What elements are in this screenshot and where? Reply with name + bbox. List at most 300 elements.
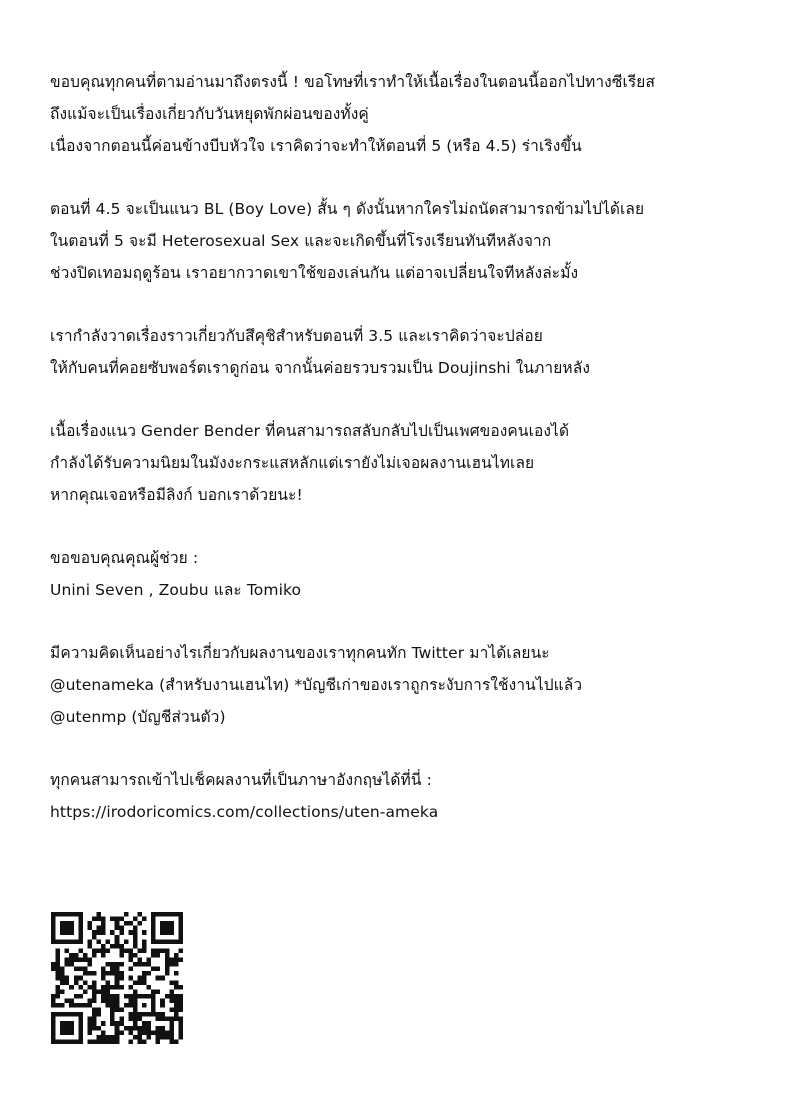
qr-module — [169, 1021, 174, 1026]
qr-module — [56, 1003, 61, 1008]
qr-module — [78, 939, 83, 944]
qr-module — [115, 1003, 120, 1008]
qr-module — [115, 926, 120, 931]
qr-module — [156, 939, 161, 944]
qr-module — [65, 948, 70, 953]
qr-module — [160, 1035, 165, 1040]
qr-module — [51, 1012, 56, 1017]
qr-module — [101, 994, 106, 999]
qr-module — [69, 1021, 74, 1026]
qr-module — [151, 989, 156, 994]
qr-module — [128, 1003, 133, 1008]
qr-module — [151, 930, 156, 935]
text-line: ตอนที่ 4.5 จะเป็นแนว BL (Boy Love) สั้น ๆ ดังนั้นหากใครไม่ถนัดสามารถข้ามไปได้เลย — [50, 200, 645, 218]
qr-module — [78, 948, 83, 953]
qr-module — [92, 1026, 97, 1031]
qr-module — [110, 1017, 115, 1022]
qr-module — [124, 948, 129, 953]
qr-module — [101, 976, 106, 981]
qr-module — [78, 1003, 83, 1008]
qr-module — [92, 1012, 97, 1017]
qr-module — [65, 930, 70, 935]
qr-module — [56, 994, 61, 999]
qr-module — [56, 971, 61, 976]
qr-module — [69, 1030, 74, 1035]
qr-module — [60, 1039, 65, 1044]
qr-module — [69, 962, 74, 967]
qr-module — [147, 994, 152, 999]
qr-module — [56, 985, 61, 990]
qr-module — [78, 967, 83, 972]
qr-module — [133, 998, 138, 1003]
qr-module — [51, 912, 56, 917]
qr-module — [56, 989, 61, 994]
qr-module — [128, 967, 133, 972]
qr-module — [165, 962, 170, 967]
qr-module — [124, 939, 129, 944]
qr-module — [128, 1012, 133, 1017]
text-line: ในตอนที่ 5 จะมี Heterosexual Sex และจะเกิดขึ้นที่โรงเรียนทันทีหลังจาก — [50, 232, 552, 250]
qr-module — [137, 1035, 142, 1040]
qr-module — [51, 1039, 56, 1044]
qr-module — [106, 1039, 111, 1044]
qr-module — [156, 1030, 161, 1035]
qr-module — [101, 967, 106, 972]
qr-module — [78, 1039, 83, 1044]
qr-module — [156, 976, 161, 981]
qr-module — [169, 998, 174, 1003]
text-line: ทุกคนสามารถเข้าไปเช็คผลงานที่เป็นภาษาอังกฤษได้ที่นี่ : — [50, 771, 432, 789]
qr-module — [119, 1017, 124, 1022]
qr-module — [51, 998, 56, 1003]
text-line: ให้กับคนที่คอยซับพอร์ตเราดูก่อน จากนั้นค่อยรวบรวมเป็น Doujinshi ในภายหลัง — [50, 359, 590, 377]
qr-module — [174, 953, 179, 958]
qr-module — [115, 1035, 120, 1040]
qr-module — [165, 921, 170, 926]
qr-module — [142, 1030, 147, 1035]
qr-module — [69, 998, 74, 1003]
qr-module — [101, 930, 106, 935]
qr-module — [51, 917, 56, 922]
qr-module — [87, 921, 92, 926]
text-line: หากคุณเจอหรือมีลิงก์ บอกเราด้วยนะ! — [50, 486, 303, 504]
qr-module — [92, 989, 97, 994]
qr-module — [101, 921, 106, 926]
qr-module — [142, 1021, 147, 1026]
qr-module — [115, 935, 120, 940]
qr-module — [169, 980, 174, 985]
qr-module — [51, 926, 56, 931]
qr-module — [69, 1039, 74, 1044]
qr-module — [147, 1030, 152, 1035]
qr-module — [87, 1021, 92, 1026]
qr-module — [178, 912, 183, 917]
qr-module — [137, 1017, 142, 1022]
paragraph-side-story — [50, 320, 770, 384]
qr-module — [142, 962, 147, 967]
qr-module — [101, 1035, 106, 1040]
qr-module — [110, 1039, 115, 1044]
qr-module — [147, 962, 152, 967]
qr-module — [60, 1003, 65, 1008]
qr-module — [56, 967, 61, 972]
qr-module — [160, 1017, 165, 1022]
qr-module — [51, 1017, 56, 1022]
qr-module — [56, 1039, 61, 1044]
qr-module — [101, 1039, 106, 1044]
qr-module — [101, 985, 106, 990]
qr-module — [65, 958, 70, 963]
qr-module — [78, 917, 83, 922]
qr-module — [133, 953, 138, 958]
qr-module — [87, 985, 92, 990]
qr-module — [169, 1026, 174, 1031]
qr-module — [110, 1035, 115, 1040]
qr-module — [160, 1003, 165, 1008]
qr-module — [115, 917, 120, 922]
qr-module — [156, 1039, 161, 1044]
qr-module — [178, 1008, 183, 1013]
qr-module — [87, 926, 92, 931]
qr-module — [92, 930, 97, 935]
paragraph-assistants — [50, 542, 770, 606]
qr-module — [97, 1039, 102, 1044]
text-line: กำลังได้รับความนิยมในมังงะกระแสหลักแต่เรายังไม่เจอผลงานเฮนไทเลย — [50, 454, 535, 472]
qr-module — [169, 930, 174, 935]
qr-module — [151, 948, 156, 953]
qr-module — [56, 953, 61, 958]
qr-module — [69, 985, 74, 990]
qr-module — [178, 1021, 183, 1026]
qr-module — [124, 994, 129, 999]
paragraph-twitter — [50, 637, 770, 733]
qr-module — [97, 989, 102, 994]
qr-module — [174, 994, 179, 999]
qr-module — [174, 1017, 179, 1022]
qr-module — [133, 935, 138, 940]
qr-module — [51, 1026, 56, 1031]
qr-module — [151, 967, 156, 972]
qr-module — [174, 1039, 179, 1044]
qr-module — [83, 980, 88, 985]
qr-module — [51, 921, 56, 926]
qr-module — [60, 1012, 65, 1017]
qr-module — [137, 976, 142, 981]
qr-module — [74, 958, 79, 963]
qr-module — [106, 971, 111, 976]
qr-module — [128, 976, 133, 981]
qr-module — [119, 976, 124, 981]
qr-module — [110, 917, 115, 922]
qr-module — [160, 926, 165, 931]
qr-module — [78, 930, 83, 935]
qr-module — [133, 1003, 138, 1008]
qr-module — [178, 1035, 183, 1040]
qr-module — [65, 1012, 70, 1017]
qr-module — [92, 985, 97, 990]
qr-module — [133, 989, 138, 994]
qr-module — [174, 998, 179, 1003]
qr-module — [83, 958, 88, 963]
text-line: เรากำลังวาดเรื่องราวเกี่ยวกับสึคุชิสำหรับตอนที่ 3.5 และเราคิดว่าจะปล่อย — [50, 327, 543, 345]
qr-module — [151, 917, 156, 922]
qr-module — [128, 921, 133, 926]
qr-module — [51, 935, 56, 940]
qr-module — [69, 926, 74, 931]
qr-module — [60, 926, 65, 931]
qr-module — [169, 958, 174, 963]
qr-module — [83, 1003, 88, 1008]
qr-module — [69, 1026, 74, 1031]
qr-module — [110, 1021, 115, 1026]
qr-module — [137, 1030, 142, 1035]
qr-module — [133, 1008, 138, 1013]
qr-module — [56, 976, 61, 981]
qr-module — [174, 912, 179, 917]
qr-module — [128, 1039, 133, 1044]
qr-module — [169, 989, 174, 994]
qr-module — [133, 1012, 138, 1017]
qr-module — [178, 926, 183, 931]
qr-module — [106, 1003, 111, 1008]
qr-module — [178, 1003, 183, 1008]
qr-module — [115, 939, 120, 944]
qr-module — [74, 1039, 79, 1044]
qr-module — [142, 1026, 147, 1031]
qr-module — [169, 912, 174, 917]
qr-module — [142, 976, 147, 981]
qr-module — [110, 930, 115, 935]
qr-module — [92, 1008, 97, 1013]
text-line: ถึงแม้จะเป็นเรื่องเกี่ยวกับวันหยุดพักผ่อนของทั้งคู่ — [50, 105, 369, 123]
qr-module — [151, 939, 156, 944]
qr-module — [56, 948, 61, 953]
qr-module — [165, 930, 170, 935]
qr-module — [137, 1039, 142, 1044]
qr-module — [110, 971, 115, 976]
qr-module — [87, 962, 92, 967]
qr-module — [101, 953, 106, 958]
qr-module — [115, 976, 120, 981]
qr-module — [160, 921, 165, 926]
qr-module — [178, 998, 183, 1003]
qr-module — [137, 980, 142, 985]
qr-module — [60, 971, 65, 976]
qr-module — [101, 944, 106, 949]
qr-module — [60, 976, 65, 981]
qr-module — [160, 976, 165, 981]
qr-module — [142, 930, 147, 935]
qr-module — [156, 1026, 161, 1031]
qr-module — [160, 1026, 165, 1031]
qr-module — [60, 1030, 65, 1035]
qr-module — [133, 994, 138, 999]
qr-module — [151, 1012, 156, 1017]
qr-module — [92, 994, 97, 999]
qr-module — [106, 985, 111, 990]
qr-module — [110, 1008, 115, 1013]
qr-module — [178, 985, 183, 990]
qr-module — [110, 994, 115, 999]
qr-module — [178, 921, 183, 926]
qr-module — [74, 1012, 79, 1017]
qr-module — [160, 948, 165, 953]
qr-module — [119, 971, 124, 976]
text-line: @utenmp (บัญชีส่วนตัว) — [50, 708, 226, 726]
qr-module — [65, 926, 70, 931]
qr-module — [178, 1030, 183, 1035]
qr-module — [165, 1017, 170, 1022]
qr-module — [174, 958, 179, 963]
qr-module — [115, 921, 120, 926]
qr-module — [51, 1021, 56, 1026]
qr-module — [133, 930, 138, 935]
qr-module — [156, 948, 161, 953]
qr-module — [169, 921, 174, 926]
qr-module — [119, 985, 124, 990]
qr-module — [169, 994, 174, 999]
qr-module — [65, 939, 70, 944]
qr-module — [101, 998, 106, 1003]
qr-module — [60, 1021, 65, 1026]
qr-module — [78, 921, 83, 926]
qr-module — [156, 967, 161, 972]
qr-module — [87, 939, 92, 944]
qr-module — [78, 1012, 83, 1017]
qr-module — [178, 939, 183, 944]
qr-module — [69, 930, 74, 935]
qr-module — [169, 962, 174, 967]
qr-module — [110, 962, 115, 967]
qr-module — [101, 926, 106, 931]
qr-module — [97, 939, 102, 944]
qr-module — [160, 939, 165, 944]
qr-module — [115, 944, 120, 949]
qr-module — [128, 994, 133, 999]
qr-module — [106, 998, 111, 1003]
qr-module — [74, 1003, 79, 1008]
qr-module — [119, 1008, 124, 1013]
qr-module — [101, 1021, 106, 1026]
qr-module — [87, 1039, 92, 1044]
qr-module — [133, 944, 138, 949]
paragraph-gender-bender — [50, 415, 770, 511]
qr-module — [87, 1003, 92, 1008]
qr-module — [137, 1026, 142, 1031]
qr-module — [160, 1012, 165, 1017]
qr-module — [106, 989, 111, 994]
qr-module — [115, 998, 120, 1003]
qr-module — [78, 985, 83, 990]
qr-module — [156, 1012, 161, 1017]
qr-module — [142, 944, 147, 949]
qr-module — [142, 939, 147, 944]
qr-module — [147, 1035, 152, 1040]
qr-module — [60, 980, 65, 985]
qr-module — [169, 1008, 174, 1013]
qr-module — [147, 1026, 152, 1031]
qr-module — [119, 926, 124, 931]
qr-module — [110, 967, 115, 972]
qr-module — [74, 980, 79, 985]
qr-module — [137, 962, 142, 967]
qr-module — [115, 1008, 120, 1013]
qr-module — [128, 998, 133, 1003]
qr-module — [133, 1035, 138, 1040]
qr-module — [133, 1017, 138, 1022]
qr-module — [106, 1035, 111, 1040]
qr-module — [133, 962, 138, 967]
qr-module — [151, 1030, 156, 1035]
paragraph-thanks — [50, 66, 770, 162]
qr-module — [137, 921, 142, 926]
qr-module — [128, 1017, 133, 1022]
qr-module — [174, 1012, 179, 1017]
qr-module — [151, 953, 156, 958]
qr-module — [165, 1035, 170, 1040]
qr-module — [115, 1021, 120, 1026]
qr-module — [97, 1035, 102, 1040]
qr-module — [128, 953, 133, 958]
qr-module — [51, 967, 56, 972]
qr-module — [83, 967, 88, 972]
qr-module — [87, 958, 92, 963]
qr-module — [106, 994, 111, 999]
qr-module — [165, 967, 170, 972]
qr-module — [115, 967, 120, 972]
qr-module — [65, 962, 70, 967]
qr-module — [142, 917, 147, 922]
qr-module — [92, 948, 97, 953]
qr-module — [142, 971, 147, 976]
qr-module — [151, 935, 156, 940]
qr-module — [174, 1003, 179, 1008]
qr-module — [169, 1035, 174, 1040]
qr-module — [101, 917, 106, 922]
qr-module — [92, 953, 97, 958]
qr-module — [97, 930, 102, 935]
qr-module — [128, 930, 133, 935]
qr-module — [101, 989, 106, 994]
qr-module — [97, 917, 102, 922]
qr-module — [65, 1021, 70, 1026]
qr-module — [78, 1035, 83, 1040]
qr-module — [160, 912, 165, 917]
qr-module — [165, 953, 170, 958]
qr-module — [178, 994, 183, 999]
text-line: เนื้อเรื่องแนว Gender Bender ที่คนสามารถสลับกลับไปเป็นเพศของคนเองได้ — [50, 422, 570, 440]
qr-module — [174, 939, 179, 944]
qr-module — [74, 953, 79, 958]
qr-module — [83, 989, 88, 994]
qr-module — [101, 948, 106, 953]
qr-module — [169, 1017, 174, 1022]
qr-module — [74, 976, 79, 981]
qr-module — [65, 976, 70, 981]
qr-module — [87, 971, 92, 976]
qr-module — [115, 1039, 120, 1044]
qr-module — [137, 912, 142, 917]
qr-module — [147, 971, 152, 976]
text-line: Unini Seven , Zoubu และ Tomiko — [50, 581, 302, 599]
qr-module — [74, 967, 79, 972]
qr-module — [165, 1030, 170, 1035]
qr-module — [160, 998, 165, 1003]
qr-module — [56, 1012, 61, 1017]
qr-module — [69, 939, 74, 944]
qr-module — [87, 998, 92, 1003]
qr-module — [178, 935, 183, 940]
